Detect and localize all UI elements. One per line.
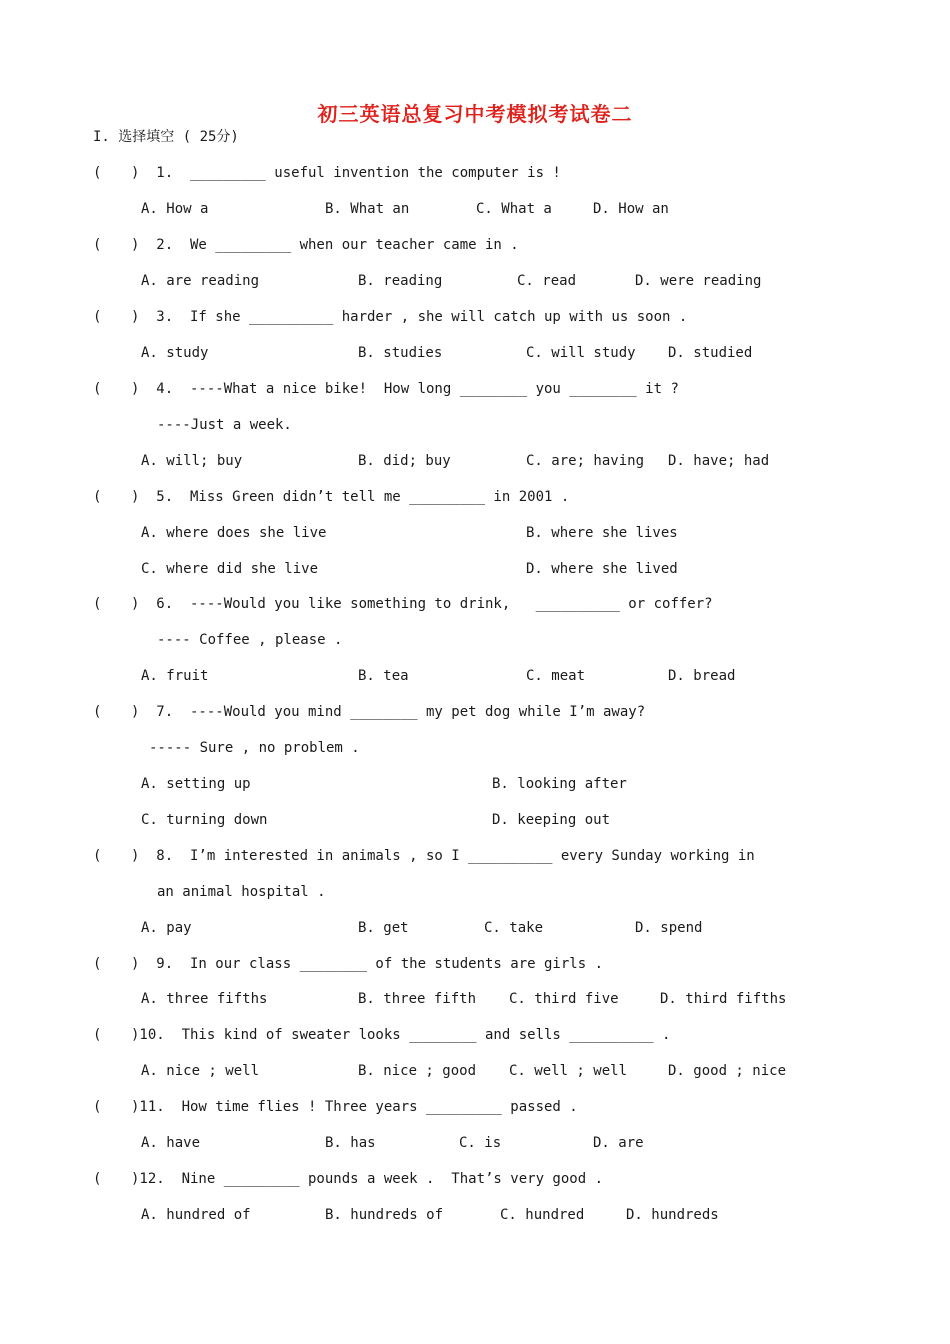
question-paren: (: [93, 1171, 102, 1187]
question-stem: )11. How time flies ! Three years _________ passed .: [131, 1099, 578, 1115]
option: B. where she lives: [526, 525, 678, 541]
option: C. hundred: [500, 1207, 585, 1223]
page-title: 初三英语总复习中考模拟考试卷二: [317, 102, 633, 126]
option: C. is: [459, 1135, 502, 1151]
question-continuation: ---- Coffee , please .: [157, 632, 343, 648]
question-stem: ) 6. ----Would you like something to drink, __________ or coffer?: [131, 596, 713, 612]
question-paren: (: [93, 1027, 102, 1043]
question-stem: ) 7. ----Would you mind ________ my pet dog while I’m away?: [131, 704, 646, 720]
question-stem: )12. Nine _________ pounds a week . That’s very good .: [131, 1171, 604, 1187]
question-stem: ) 1. _________ useful invention the computer is !: [131, 165, 561, 181]
option: D. hundreds: [626, 1207, 719, 1223]
option: C. third five: [509, 991, 619, 1007]
option: D. good ; nice: [668, 1063, 787, 1079]
option: B. three fifth: [358, 991, 477, 1007]
option: C. where did she live: [141, 561, 319, 577]
question-continuation: ----- Sure , no problem .: [149, 740, 360, 756]
option: A. study: [141, 345, 209, 361]
option: A. pay: [141, 920, 192, 936]
option: D. spend: [635, 920, 703, 936]
option: A. three fifths: [141, 991, 268, 1007]
option: C. will study: [526, 345, 636, 361]
question-paren: (: [93, 309, 102, 325]
question-stem: ) 3. If she __________ harder , she will catch up with us soon .: [131, 309, 688, 325]
question-stem: ) 9. In our class ________ of the students are girls .: [131, 956, 604, 972]
option: B. looking after: [492, 776, 627, 792]
question-paren: (: [93, 956, 102, 972]
question-stem: )10. This kind of sweater looks ________ and sells __________ .: [131, 1027, 671, 1043]
question-paren: (: [93, 237, 102, 253]
question-stem: ) 4. ----What a nice bike! How long ________ you ________ it ?: [131, 381, 679, 397]
question-stem: ) 5. Miss Green didn’t tell me _________ in 2001 .: [131, 489, 570, 505]
option: C. turning down: [141, 812, 268, 828]
option: A. hundred of: [141, 1207, 251, 1223]
option: D. keeping out: [492, 812, 611, 828]
option: C. meat: [526, 668, 586, 684]
option: A. are reading: [141, 273, 260, 289]
option: B. nice ; good: [358, 1063, 477, 1079]
section-heading: I. 选择填空 ( 25分): [93, 129, 239, 145]
option: C. take: [484, 920, 544, 936]
question-paren: (: [93, 489, 102, 505]
question-paren: (: [93, 165, 102, 181]
option: D. have; had: [668, 453, 770, 469]
question-paren: (: [93, 848, 102, 864]
option: B. studies: [358, 345, 443, 361]
question-continuation: ----Just a week.: [157, 417, 292, 433]
option: D. are: [593, 1135, 644, 1151]
question-paren: (: [93, 596, 102, 612]
option: D. were reading: [635, 273, 762, 289]
option: D. bread: [668, 668, 736, 684]
question-paren: (: [93, 1099, 102, 1115]
option: C. are; having: [526, 453, 645, 469]
option: C. What a: [476, 201, 552, 217]
option: D. where she lived: [526, 561, 678, 577]
option: A. nice ; well: [141, 1063, 260, 1079]
question-stem: ) 8. I’m interested in animals , so I __________ every Sunday working in: [131, 848, 755, 864]
option: B. get: [358, 920, 409, 936]
option: A. fruit: [141, 668, 209, 684]
option: D. How an: [593, 201, 669, 217]
option: B. hundreds of: [325, 1207, 444, 1223]
option: A. have: [141, 1135, 201, 1151]
option: C. well ; well: [509, 1063, 628, 1079]
option: B. What an: [325, 201, 410, 217]
option: A. setting up: [141, 776, 251, 792]
option: D. studied: [668, 345, 753, 361]
option: A. How a: [141, 201, 209, 217]
option: C. read: [517, 273, 577, 289]
option: A. where does she live: [141, 525, 327, 541]
question-continuation: an animal hospital .: [157, 884, 326, 900]
option: B. tea: [358, 668, 409, 684]
option: B. has: [325, 1135, 376, 1151]
question-stem: ) 2. We _________ when our teacher came in .: [131, 237, 519, 253]
option: D. third fifths: [660, 991, 787, 1007]
option: B. did; buy: [358, 453, 451, 469]
option: A. will; buy: [141, 453, 243, 469]
question-paren: (: [93, 704, 102, 720]
question-paren: (: [93, 381, 102, 397]
option: B. reading: [358, 273, 443, 289]
